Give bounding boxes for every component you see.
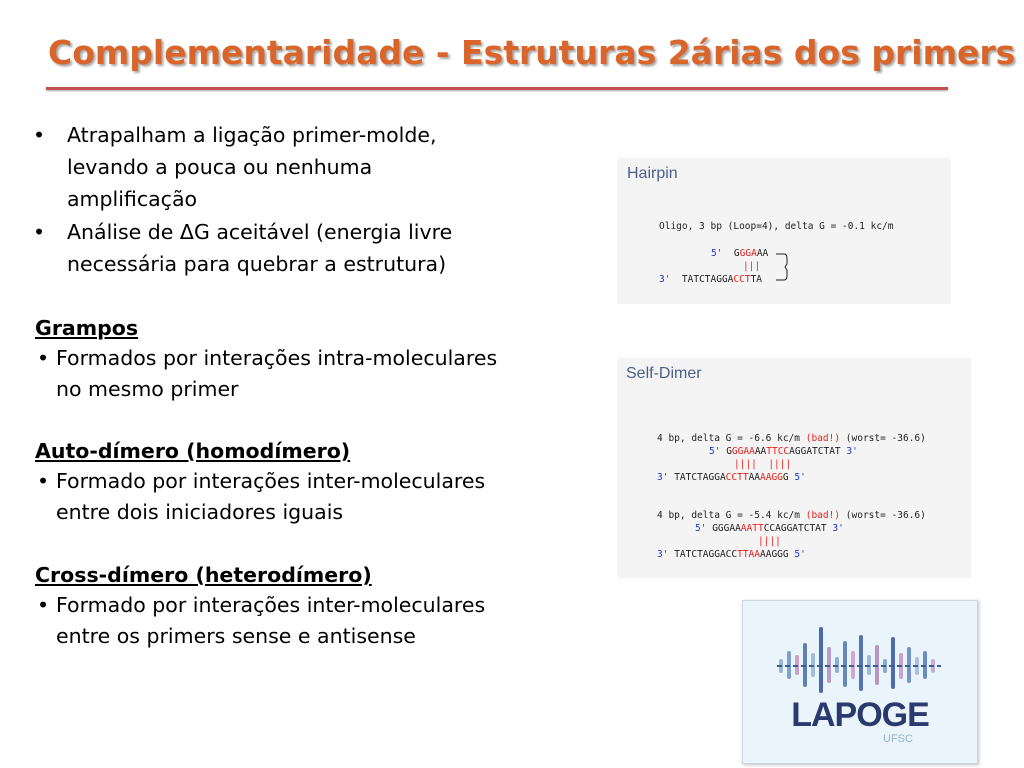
dna-bars-graphic bbox=[775, 615, 945, 695]
logo-subtitle: UFSC bbox=[883, 733, 913, 745]
dimer2-bonds: |||| bbox=[758, 536, 781, 547]
bullet-line: Formado por interações inter-moleculares bbox=[56, 593, 486, 617]
bullet-dot: • bbox=[37, 593, 50, 617]
dimer2-top-strand: 5' GGGAAAATTCCAGGATCTAT 3' bbox=[695, 523, 844, 534]
bullet-line: Análise de ΔG aceitável (energia livre bbox=[67, 220, 453, 244]
bullet-line: amplificação bbox=[67, 187, 198, 211]
hairpin-loop-bracket bbox=[775, 252, 789, 282]
bullet-line: entre os primers sense e antisense bbox=[56, 624, 416, 648]
bullet-dot: • bbox=[37, 469, 50, 493]
hairpin-title: Hairpin bbox=[627, 165, 678, 182]
dimer1-bonds: |||| |||| bbox=[734, 459, 792, 470]
dimer1-bottom-strand: 3' TATCTAGGACCTTAAAAGGG 5' bbox=[657, 472, 806, 483]
dimer2-info: 4 bp, delta G = -5.4 kc/m (bad!) (worst= -36.6) bbox=[657, 510, 926, 521]
dimer2-bottom-strand: 3' TATCTAGGACCTTAAAAGGG 5' bbox=[657, 549, 806, 560]
section-heading-cross-dimero: Cross-dímero (heterodímero) bbox=[35, 563, 372, 587]
bullet-line: entre dois iniciadores iguais bbox=[56, 500, 344, 524]
section-heading-auto-dimero: Auto-dímero (homodímero) bbox=[35, 439, 351, 463]
bullet-dot: • bbox=[33, 220, 46, 244]
hairpin-bottom-strand: 3' TATCTAGGACCTTA bbox=[659, 274, 763, 285]
section-heading-grampos: Grampos bbox=[35, 316, 139, 340]
logo-wordmark: LAPOGE bbox=[791, 696, 929, 734]
hairpin-top-strand: 5' GGGAAA bbox=[711, 248, 769, 259]
title-underline bbox=[46, 87, 948, 90]
self-dimer-panel bbox=[617, 358, 971, 578]
hairpin-bonds: ||| bbox=[743, 261, 761, 272]
bullet-dot: • bbox=[33, 123, 46, 147]
bullet-line: Formados por interações intra-moleculares bbox=[56, 346, 498, 370]
bullet-line: levando a pouca ou nenhuma bbox=[67, 155, 373, 179]
dimer1-top-strand: 5' GGGAAAATTCCAGGATCTAT 3' bbox=[709, 446, 858, 457]
hairpin-panel bbox=[617, 158, 951, 304]
self-dimer-title: Self-Dimer bbox=[626, 365, 702, 382]
dimer1-info: 4 bp, delta G = -6.6 kc/m (bad!) (worst= -36.6) bbox=[657, 433, 926, 444]
bullet-line: no mesmo primer bbox=[56, 377, 239, 401]
hairpin-info: Oligo, 3 bp (Loop=4), delta G = -0.1 kc/m bbox=[659, 221, 894, 232]
bullet-line: necessária para quebrar a estrutura) bbox=[67, 252, 447, 276]
bullet-line: Formado por interações inter-moleculares bbox=[56, 469, 486, 493]
lapoge-logo bbox=[742, 600, 978, 764]
slide-title: Complementaridade - Estruturas 2árias dos primers bbox=[48, 33, 1016, 72]
bullet-line: Atrapalham a ligação primer-molde, bbox=[67, 123, 437, 147]
bullet-dot: • bbox=[37, 346, 50, 370]
